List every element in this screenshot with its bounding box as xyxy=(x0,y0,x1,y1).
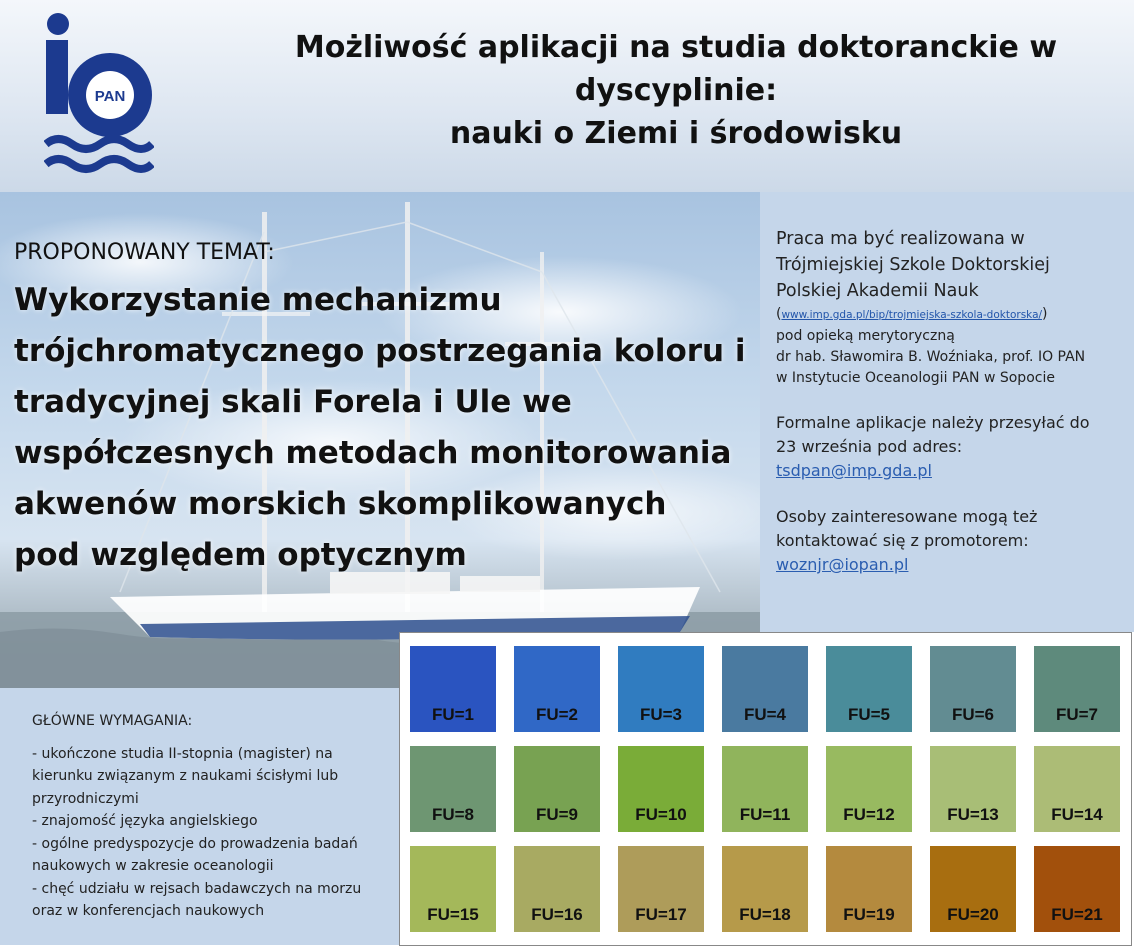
requirement-line: przyrodniczymi xyxy=(32,790,139,807)
iopan-logo-icon xyxy=(44,12,154,178)
requirement-line: kierunku związanym z naukami ścisłymi lub xyxy=(32,768,339,784)
fu-swatch-1: FU=1 xyxy=(410,646,496,732)
fu-swatch-15: FU=15 xyxy=(410,846,496,932)
info-line: dr hab. Sławomira B. Woźniaka, prof. IO PAN xyxy=(776,349,1086,365)
fu-swatch-4: FU=4 xyxy=(722,646,808,732)
paren-close: ) xyxy=(1042,306,1048,322)
logo-text: PAN xyxy=(94,88,126,105)
school-link-line xyxy=(776,304,1126,326)
fu-swatch-7: FU=7 xyxy=(1034,646,1120,732)
fu-swatch-2: FU=2 xyxy=(514,646,600,732)
info-line: kontaktować się z promotorem: xyxy=(776,531,1029,550)
topic-line: trójchromatycznego postrzegania koloru i xyxy=(14,333,746,369)
info-line: pod opieką merytoryczną xyxy=(776,328,955,344)
requirement-line: - ogólne predyspozycje do prowadzenia badań xyxy=(32,835,358,852)
info-line: w Instytucie Oceanologii PAN w Sopocie xyxy=(776,370,1055,386)
fu-swatch-8: FU=8 xyxy=(410,746,496,832)
info-panel xyxy=(760,192,1134,632)
paren-open: ( xyxy=(776,306,782,322)
fu-swatch-18: FU=18 xyxy=(722,846,808,932)
fu-swatch-13: FU=13 xyxy=(930,746,1016,832)
fu-swatch-3: FU=3 xyxy=(618,646,704,732)
contact-email-link[interactable]: woznjr@iopan.pl xyxy=(776,555,909,574)
requirements-panel xyxy=(0,688,400,945)
topic-line: współczesnych metodach monitorowania xyxy=(14,435,732,471)
fu-swatch-19: FU=19 xyxy=(826,846,912,932)
fu-swatch-12: FU=12 xyxy=(826,746,912,832)
requirements-heading: GŁÓWNE WYMAGANIA: xyxy=(32,713,193,729)
topic-line: Wykorzystanie mechanizmu xyxy=(14,282,502,318)
topic-line: pod względem optycznym xyxy=(14,537,467,573)
fu-swatch-21: FU=21 xyxy=(1034,846,1120,932)
application-email-link[interactable]: tsdpan@imp.gda.pl xyxy=(776,461,932,480)
fu-swatch-14: FU=14 xyxy=(1034,746,1120,832)
info-line: 23 września pod adres: xyxy=(776,437,963,456)
school-info xyxy=(776,226,1126,304)
topic-section xyxy=(14,240,754,581)
header xyxy=(0,0,1134,192)
topic-line: tradycyjnej skali Forela i Ule we xyxy=(14,384,572,420)
ship-photo xyxy=(0,192,760,688)
info-line: Trójmiejskiej Szkole Doktorskiej xyxy=(776,255,1050,275)
topic-title xyxy=(14,275,754,581)
title-line-2: dyscyplinie: xyxy=(574,73,778,108)
info-line: Polskiej Akademii Nauk xyxy=(776,281,979,301)
fu-swatch-9: FU=9 xyxy=(514,746,600,832)
application-info xyxy=(776,411,1126,483)
title-line-3: nauki o Ziemi i środowisku xyxy=(449,116,903,151)
topic-label: PROPONOWANY TEMAT: xyxy=(14,240,275,265)
page-title xyxy=(190,26,1134,155)
forel-ule-scale xyxy=(399,632,1132,946)
fu-swatch-17: FU=17 xyxy=(618,846,704,932)
fu-swatch-16: FU=16 xyxy=(514,846,600,932)
info-line: Praca ma być realizowana w xyxy=(776,229,1025,249)
topic-line: akwenów morskich skomplikowanych xyxy=(14,486,667,522)
requirement-line: - ukończone studia II-stopnia (magister) na xyxy=(32,745,333,762)
requirement-line: - znajomość języka angielskiego xyxy=(32,813,258,829)
fu-swatch-20: FU=20 xyxy=(930,846,1016,932)
supervision-info xyxy=(776,326,1126,389)
requirement-line: naukowych w zakresie oceanologii xyxy=(32,858,274,874)
school-link[interactable]: www.imp.gda.pl/bip/trojmiejska-szkola-doktorska/ xyxy=(781,309,1043,321)
requirement-line: oraz w konferencjach naukowych xyxy=(32,903,265,919)
fu-swatch-11: FU=11 xyxy=(722,746,808,832)
contact-info xyxy=(776,505,1126,577)
requirement-line: - chęć udziału w rejsach badawczych na morzu xyxy=(32,880,362,897)
info-line: Formalne aplikacje należy przesyłać do xyxy=(776,413,1090,432)
fu-swatch-6: FU=6 xyxy=(930,646,1016,732)
fu-swatch-5: FU=5 xyxy=(826,646,912,732)
fu-swatch-10: FU=10 xyxy=(618,746,704,832)
title-line-1: Możliwość aplikacji na studia doktoranckie w xyxy=(294,30,1058,65)
info-line: Osoby zainteresowane mogą też xyxy=(776,507,1038,526)
